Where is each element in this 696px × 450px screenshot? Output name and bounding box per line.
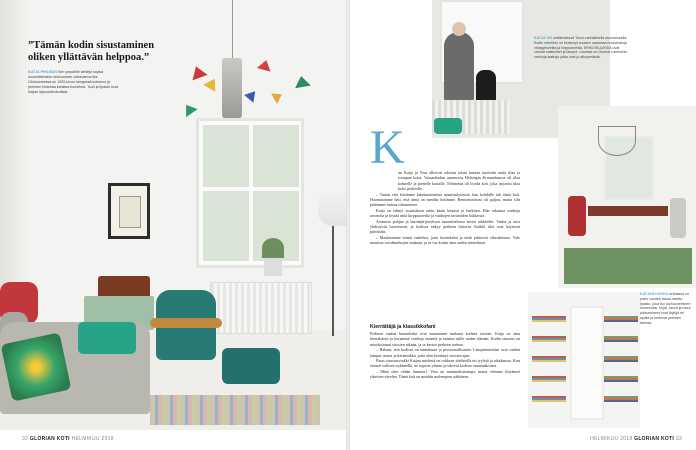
paragraph: Perheen vanhat huonekalut ovat muuttaneet mukana kodista toiseen. Katja on aina kierrättänyt ja korjannut vanhoja esineitä ja antanut niille uuden elämän. Kodin sisustus on muodostunut vuosien aikana, ja se kertoo perheen tarinaa. <box>370 331 520 347</box>
page-number: 32 <box>22 436 29 442</box>
pendant-cord <box>232 0 233 62</box>
bookshelf-photo <box>528 292 640 428</box>
paragraph: Paras sisustusvinkki Katjan mielestä on rohkeus yhdistellä eri tyylejä ja aikakausia. Kun esineet valitsee sydämellä, ne sopivat yhteen ja tekevät kodista omannäköisen. <box>370 358 520 369</box>
paragraph: Katja on tehnyt sisustuksen omin käsin hitaasti ja harkiten. Hän rakastaa vanhoja tavaroita ja löytää niitä kirpputoreilta ja vanhojen tavaroiden liikkeistä. <box>370 207 520 219</box>
red-chair <box>568 196 586 236</box>
floor-lamp-pole <box>332 226 334 336</box>
living-room-photo <box>0 0 348 430</box>
mobile-ornament <box>293 75 311 89</box>
window-pane <box>203 191 249 261</box>
paragraph: – Maalasimme seinät vaaleiksi, jotta huonekalut ja taide pääsevät oikeuksiinsa. Valo muuttuu vuodenaikojen mukaan, ja se tuo kotiin aina uuden tunnelman. <box>370 234 520 246</box>
top-photo-caption <box>534 36 630 60</box>
mobile-ornament <box>244 87 260 102</box>
green-pillow <box>434 118 462 134</box>
paragraph: – Minä olen vähän hamsteri. Vesa on minimalistisempi, mutta olemme löytäneet yhteisen sävelen. Tämä koti on meidän molempien näköinen. <box>370 368 520 380</box>
window-pane <box>253 125 299 187</box>
caption-lead: KATJA PIHLMAN <box>28 70 57 74</box>
artwork-print <box>119 196 141 228</box>
plant-pot <box>264 258 282 276</box>
window <box>196 118 304 268</box>
teal-pillow <box>78 322 136 354</box>
paragraph: – Tuntui että kävimme lukemattomissa asuntonäytöissä, kun kohdalle tuli tämä koti. Huomasimme heti, että tämä on meidän kotimme. Remontoitavaa oli paljon, mutta silti päätimme tarttua tilaisuuteen. <box>370 191 520 208</box>
doorway <box>570 306 604 420</box>
drop-cap: K <box>370 121 405 174</box>
issue-date: HELMIKUU 2018 <box>590 436 633 442</box>
right-page <box>348 0 696 450</box>
caption-lead: KATJA ON <box>534 36 552 40</box>
magazine-name: GLORIAN KOTI <box>634 436 675 442</box>
floor-lamp-shade <box>318 186 348 226</box>
woman-figure <box>444 32 474 102</box>
article-column-1 <box>370 170 520 246</box>
chandelier <box>598 126 636 156</box>
bookshelf-right <box>604 302 638 402</box>
mobile-ornament <box>188 64 207 81</box>
armchair-armrest <box>150 318 222 328</box>
wall-shadow <box>0 0 30 330</box>
potted-plant <box>262 238 284 258</box>
folio-left <box>22 436 114 442</box>
mobile-ornament <box>257 58 273 71</box>
side-photo-caption <box>640 292 692 326</box>
dining-room-photo <box>558 106 696 288</box>
teal-ottoman <box>222 348 280 384</box>
paragraph: Asunnon pohjan ja huonejärjestyksen suunnittelussa auttoi arkkitehti. Vanha ja uusi yhdistyvät luontevasti, ja kodissa näkyy perheen historia. Kaikki tilat ovat käytössä päivittäin. <box>370 218 520 235</box>
photo-caption <box>28 70 120 95</box>
bookshelf-left <box>532 302 566 402</box>
caption-text: nettilehdessä Turun rauhallisella asuinalueella. Kodin interiööri on kerännyt vuosien saatossa huonekaluja vintagetoreilta ja kirpputoreilta. ERIKOISUUKSIA ovat vanhat valaisimet ja lamput. Uunissa on Gunnar Lambertin vanhoja laattoja jotka ovat jo alkuperäisiä. <box>534 36 628 60</box>
woman-head <box>452 22 466 36</box>
issue-date: HELMIKUU 2018 <box>71 436 114 442</box>
article-column-1-bottom <box>370 324 520 380</box>
pull-quote: ”Tämän kodin sisustaminen oliken yllättävän helppoa.” <box>28 40 155 63</box>
article-subheading: Kierrättäjä ja klassikkofani <box>370 324 436 330</box>
mobile-ornament <box>203 75 221 92</box>
radiator-cover <box>210 282 312 334</box>
folio-right <box>590 436 682 442</box>
caption-text: Artelassa on parin vuoden takaa ostettu lipasto, joka tuo olohuoneeseen tunnelmaa. Kirjat, taulut ja muut pikkuesineet ovat löytöjä eri ajoilta ja kertovat perheen tarinaa. <box>640 292 691 325</box>
pendant-lamp <box>222 58 242 118</box>
patterned-pillow <box>1 332 72 401</box>
window-pane <box>203 125 249 187</box>
rug <box>564 248 692 284</box>
magazine-name: GLORIAN KOTI <box>29 436 70 442</box>
paragraph: un Katja ja Vesa alkoivat odottaa toista lastaan tarvittiin uutta tilaa ja isompaa kotia. Vaasankadun asunnossa Helsingin Kruunuhaassa oli tilaa kolmelle ja pienelle koiralle. Tehtävänä oli löytää koti, joka tarjoaisi tilaa koko perheelle. <box>398 170 520 192</box>
mobile-ornament <box>271 89 285 104</box>
magazine-spine <box>346 0 350 450</box>
caption-text: Sen ympärille kehittyi sopiva suunnitelmaton olohuoneen valosvarma tila. Olohuoneessa on 1920-luvun hengessä kotoinen ja perheen historiaa kantava tunnelma. Tuoli ja lipasto ovat Katjan lapsuudenkodista. <box>28 70 118 94</box>
page-number: 33 <box>675 436 682 442</box>
mobile-ornament <box>180 101 197 117</box>
caption-lead: KATJAN KAKKU <box>640 292 669 296</box>
chair <box>670 198 686 238</box>
dining-table <box>588 206 668 216</box>
framed-artwork <box>108 183 150 239</box>
rag-rug <box>150 395 320 425</box>
paragraph: – Haluan, että kodissa on tunnelmaa ja persoonallisuutta. Lempiesineitäni ovat vanhat lamput, matot ja keramiikka, joita olen kerännyt vuosien ajan. <box>370 347 520 358</box>
